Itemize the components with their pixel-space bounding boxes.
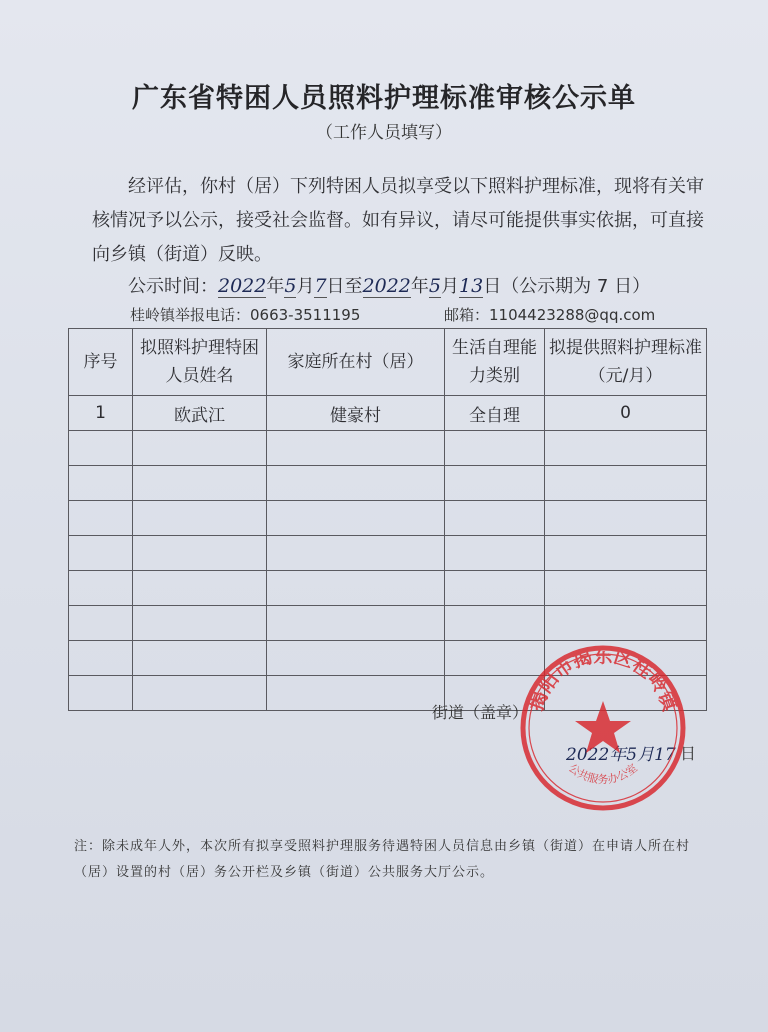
start-year: 2022	[218, 275, 267, 297]
table-row-empty	[69, 536, 707, 571]
footnote: 注：除未成年人外，本次所有拟享受照料护理服务待遇特困人员信息由乡镇（街道）在申请人所在村（居）设置的村（居）务公开栏及乡镇（街道）公共服务大厅公示。	[74, 839, 691, 880]
end-day: 13	[459, 275, 484, 297]
table-header-row	[69, 329, 707, 396]
cell-name: 欧武江	[133, 396, 267, 431]
header-name: 拟照料护理特困人员姓名	[133, 329, 267, 396]
header-self-care: 生活自理能力类别	[445, 329, 545, 396]
table-row-empty	[69, 606, 707, 641]
start-day: 7	[314, 275, 327, 297]
period-duration: （公示期为 7 日）	[501, 276, 651, 297]
day-char-2: 日	[483, 276, 502, 297]
start-month: 5	[284, 275, 297, 297]
official-seal-icon	[518, 643, 688, 813]
signature-date: 2022年5月17	[566, 745, 676, 765]
table-row-empty	[69, 466, 707, 501]
year-char: 年	[266, 276, 285, 297]
period-label: 公示时间：	[128, 276, 218, 297]
table-row-empty	[69, 571, 707, 606]
header-index: 序号	[69, 329, 133, 396]
publicity-period-line	[128, 272, 650, 298]
cell-index: 1	[69, 396, 133, 431]
document-title: 广东省特困人员照料护理标准审核公示单	[132, 83, 636, 114]
document-subtitle: （工作人员填写）	[316, 123, 452, 143]
end-month: 5	[428, 275, 441, 297]
svg-text:公共服务办公室	[566, 761, 640, 787]
end-year: 2022	[362, 275, 411, 297]
report-email: 邮箱：1104423288@qq.com	[444, 306, 656, 324]
cell-self-care: 全自理	[445, 396, 545, 431]
street-stamp-label: 街道（盖章）	[432, 703, 529, 722]
year-char-2: 年	[410, 276, 429, 297]
header-standard: 拟提供照料护理标准（元/月）	[545, 329, 707, 396]
table-row	[69, 396, 707, 431]
to-char: 至	[344, 276, 363, 297]
cell-village: 健豪村	[267, 396, 445, 431]
signature-day-char: 日	[680, 744, 697, 763]
month-char-2: 月	[441, 276, 459, 297]
intro-paragraph: 经评估，你村（居）下列特困人员拟享受以下照料护理标准，现将有关审核情况予以公示，接受社会监督。如有异议，请尽可能提供事实依据，可直接向乡镇（街道）反映。	[92, 176, 704, 265]
header-village: 家庭所在村（居）	[267, 329, 445, 396]
month-char: 月	[296, 276, 315, 297]
table-row-empty	[69, 431, 707, 466]
table-row-empty	[69, 501, 707, 536]
seal-text: 揭阳市揭东区桂岭镇	[525, 644, 681, 714]
report-phone: 桂岭镇举报电话：0663-3511195	[130, 306, 361, 324]
cell-standard: 0	[545, 396, 707, 431]
day-char: 日	[326, 276, 345, 297]
seal-bottom-text: 公共服务办公室	[566, 761, 640, 787]
